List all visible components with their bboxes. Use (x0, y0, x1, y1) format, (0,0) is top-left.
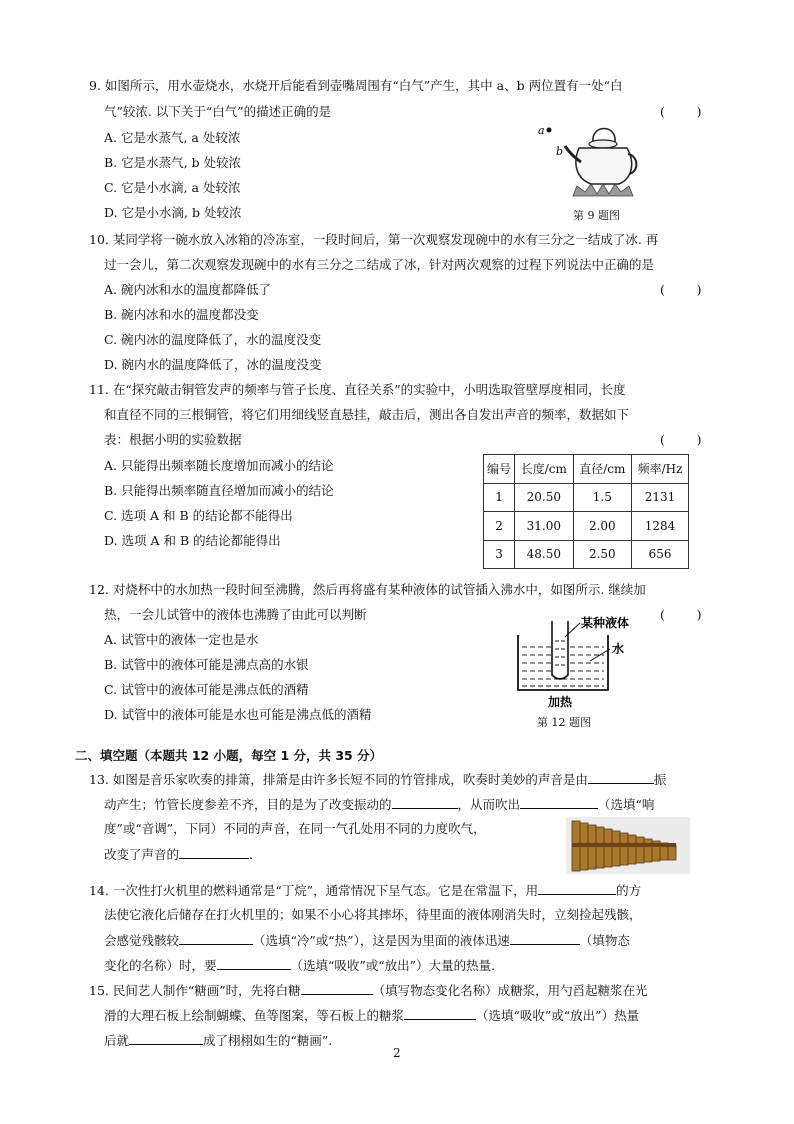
table-cell: 2 (484, 512, 515, 541)
q10-option-a: A. 碗内冰和水的温度都降低了 (104, 282, 271, 297)
table-cell: 1.5 (573, 483, 632, 512)
answer-blank[interactable] (588, 771, 654, 784)
q10-stem-line1: 10. 某同学将一碗水放入冰箱的冷冻室，一段时间后，第一次观察发现碗中的水有三分之一结成了冰. 再 (89, 232, 659, 247)
q11-stem-line1: 11. 在“探究敲击铜管发声的频率与管子长度、直径关系”的实验中，小明选取管壁厚度相同，长度 (89, 382, 626, 397)
table-cell: 31.00 (515, 512, 574, 541)
table-header-row (484, 455, 689, 484)
q10-option-b: B. 碗内冰和水的温度都没变 (104, 307, 259, 322)
answer-blank[interactable] (301, 982, 373, 995)
table-row (484, 512, 689, 541)
kettle-figure (535, 118, 645, 202)
q15-line2 (104, 1007, 639, 1024)
q11-stem-line2: 和直径不同的三根铜管，将它们用细线竖直悬挂，敲击后，测出各自发出声音的频率，数据如下 (104, 407, 630, 422)
q15-text: （填写物态变化名称）成糖浆，用勺舀起糖浆在光 (372, 983, 648, 998)
q10-stem-line2: 过一会儿，第二次观察发现碗中的水有三分之二结成了冰，针对两次观察的过程下列说法中正确的是 (104, 257, 655, 272)
table-cell: 2.00 (573, 512, 632, 541)
q15-text: 滑的大理石板上绘制蝴蝶、鱼等图案，等石板上的糖浆 (104, 1008, 405, 1023)
table-cell: 3 (484, 540, 515, 569)
table-row (484, 540, 689, 569)
q12-option-b: B. 试管中的液体可能是沸点高的水银 (104, 657, 309, 672)
q15-text: （选填“吸收”或“放出”）热量 (476, 1008, 640, 1023)
table-header: 直径/cm (573, 455, 632, 484)
q13-line2 (104, 796, 654, 813)
q13-text: ，从而吹出 (457, 797, 521, 812)
q14-line3 (104, 932, 630, 949)
table-cell: 48.50 (515, 540, 574, 569)
q14-text: （选填“冷”或“热”），这是因为里面的液体迅速 (253, 933, 510, 948)
q14-line4 (104, 957, 495, 974)
q13-text: 振 (653, 772, 667, 787)
fire-icon (573, 184, 633, 196)
q14-text: （选填“吸收”或“放出”）大量的热量. (290, 958, 496, 973)
fig9-label-a: a (538, 124, 545, 137)
q11-option-b: B. 只能得出频率随直径增加而减小的结论 (104, 483, 334, 498)
table-cell: 2.50 (573, 540, 632, 569)
table-cell: 1284 (632, 512, 689, 541)
page-number: 2 (393, 1046, 401, 1060)
q14-text: 会感觉残骸较 (104, 933, 180, 948)
table-cell: 2131 (632, 483, 689, 512)
q9-answer-paren: ( ) (660, 104, 702, 119)
table-header: 编号 (484, 455, 515, 484)
q13-text: （选填“响 (598, 797, 655, 812)
q13-text: . (249, 847, 253, 862)
q12-stem-line1: 12. 对烧杯中的水加热一段时间至沸腾，然后再将盛有某种液体的试管插入沸水中，如图所示. 继续加 (89, 582, 646, 597)
answer-blank[interactable] (392, 796, 458, 809)
answer-blank[interactable] (404, 1007, 476, 1020)
table-cell: 1 (484, 483, 515, 512)
q9-stem-line1: 9. 如图所示，用水壶烧水，水烧开后能看到壶嘴周围有“白气”产生，其中 a、b 两位置有一处“白 (89, 78, 623, 93)
q10-option-d: D. 碗内水的温度降低了，冰的温度没变 (104, 357, 322, 372)
table-row (484, 483, 689, 512)
q14-text: 的方 (616, 883, 642, 898)
q9-option-d: D. 它是小水滴, b 处较浓 (104, 205, 242, 220)
answer-blank[interactable] (510, 932, 580, 945)
q11-option-d: D. 选项 A 和 B 的结论都能得出 (104, 533, 281, 548)
q12-option-a: A. 试管中的液体一定也是水 (104, 632, 259, 647)
q9-stem-line2: 气”较浓. 以下关于“白气”的描述正确的是 (104, 104, 332, 119)
q14-line2: 法使它液化后储存在打火机里的；如果不小心将其摔坏，待里面的液体刚消失时，立刻捡起残骸， (104, 907, 642, 922)
q12-option-d: D. 试管中的液体可能是水也可能是沸点低的酒精 (104, 707, 372, 722)
table-header: 频率/Hz (632, 455, 689, 484)
answer-blank[interactable] (538, 882, 616, 895)
fig12-label-heat: 加热 (548, 695, 573, 709)
q12-option-c: C. 试管中的液体可能是沸点低的酒精 (104, 682, 309, 697)
q15-text: 15. 民间艺人制作“糖画”时，先将白糖 (89, 983, 301, 998)
section-title: 二、填空题（本题共 12 小题，每空 1 分，共 35 分） (75, 748, 383, 763)
beaker-figure (510, 615, 660, 711)
q13-text: 动产生；竹管长度参差不齐，目的是为了改变振动的 (104, 797, 392, 812)
q10-option-c: C. 碗内冰的温度降低了，水的温度没变 (104, 332, 322, 347)
q11-stem-line3: 表：根据小明的实验数据 (104, 432, 242, 447)
q10-answer-paren: ( ) (660, 282, 702, 297)
answer-blank[interactable] (179, 932, 253, 945)
q9-option-b: B. 它是水蒸气, b 处较浓 (104, 155, 242, 170)
q13-line4 (104, 846, 253, 863)
q14-text: （填物态 (579, 933, 630, 948)
q11-data-table (483, 454, 689, 569)
q15-line3 (104, 1032, 332, 1049)
answer-blank[interactable] (129, 1032, 203, 1045)
table-cell: 656 (632, 540, 689, 569)
q14-line1 (89, 882, 641, 899)
q15-line1 (89, 982, 648, 999)
q11-option-c: C. 选项 A 和 B 的结论都不能得出 (104, 508, 293, 523)
q11-option-a: A. 只能得出频率随长度增加而减小的结论 (104, 458, 334, 473)
table-cell: 20.50 (515, 483, 574, 512)
q9-option-c: C. 它是小水滴, a 处较浓 (104, 180, 241, 195)
answer-blank[interactable] (520, 796, 598, 809)
fig12-label-liquid: 某种液体 (581, 616, 630, 630)
q14-text: 14. 一次性打火机里的燃料通常是“丁烷”，通常情况下呈气态。它是在常温下，用 (89, 883, 539, 898)
q12-answer-paren: ( ) (660, 607, 702, 622)
fig12-label-water: 水 (612, 642, 625, 656)
q13-text: 13. 如图是音乐家吹奏的排箫，排箫是由许多长短不同的竹管排成，吹奏时美妙的声音是由 (89, 772, 588, 787)
fig9-caption: 第 9 题图 (573, 209, 620, 222)
answer-blank[interactable] (179, 846, 249, 859)
q9-option-a: A. 它是水蒸气, a 处较浓 (104, 130, 241, 145)
point-a-dot (547, 128, 552, 133)
table-header: 长度/cm (515, 455, 574, 484)
q15-text: 后就 (104, 1033, 130, 1048)
q12-stem-line2: 热，一会儿试管中的液体也沸腾了由此可以判断 (104, 607, 367, 622)
q13-line3: 度”或“音调”，下同）不同的声音，在同一气孔处用不同的力度吹气， (104, 821, 486, 836)
test-tube (552, 621, 568, 679)
q13-line1 (89, 771, 666, 788)
fig9-label-b: b (556, 145, 564, 158)
answer-blank[interactable] (217, 957, 291, 970)
q15-text: 成了栩栩如生的“糖画”. (203, 1033, 333, 1048)
q11-answer-paren: ( ) (660, 432, 702, 447)
q14-text: 变化的名称）时，要 (104, 958, 217, 973)
panpipe-image (566, 817, 690, 874)
q13-text: 改变了声音的 (104, 847, 180, 862)
fig12-caption: 第 12 题图 (537, 716, 591, 729)
